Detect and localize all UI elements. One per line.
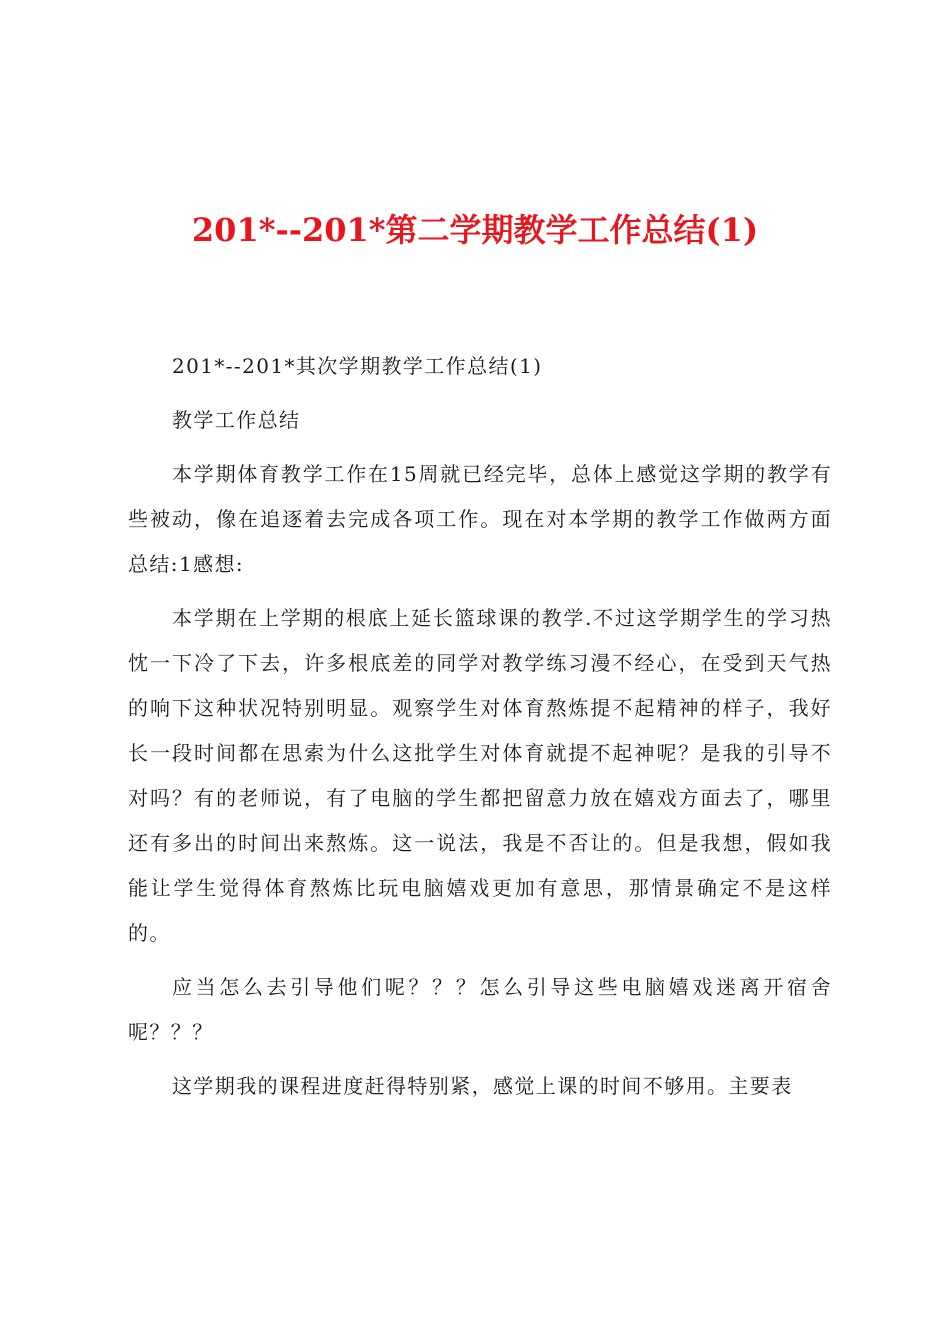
document-title: 201*--201*第二学期教学工作总结(1) [191,211,759,249]
paragraph-summary: 本学期体育教学工作在15周就已经完毕，总体上感觉这学期的教学有些被动，像在追逐着去完成各项工作。现在对本学期的教学工作做两方面总结:1感想: [128,462,832,576]
paragraph-question: 应当怎么去引导他们呢？？？怎么引导这些电脑嬉戏迷离开宿舍呢？？？ [128,975,832,1044]
paragraph-reflection: 本学期在上学期的根底上延长篮球课的教学.不过这学期学生的学习热忱一下冷了下去，许多根底差的同学对教学练习漫不经心，在受到天气热的响下这种状况特别明显。观察学生对体育熬炼提不起精神的样子，我好长一段时间都在思索为什么这批学生对体育就提不起神呢？是我的引导不对吗？有的老师说，有了电脑的学生都把留意力放在嬉戏方面去了，哪里还有多出的时间出来熬炼。这一说法，我是不否让的。但是我想，假如我能让学生觉得体育熬炼比玩电脑嬉戏更加有意思，那情景确定不是这样的。 [128,606,832,945]
document-body [128,344,832,1118]
paragraph-subtitle: 201*--201*其次学期教学工作总结(1) [172,354,543,378]
paragraph-progress: 这学期我的课程进度赶得特别紧，感觉上课的时间不够用。主要表 [172,1074,793,1098]
paragraph-heading: 教学工作总结 [172,408,301,432]
